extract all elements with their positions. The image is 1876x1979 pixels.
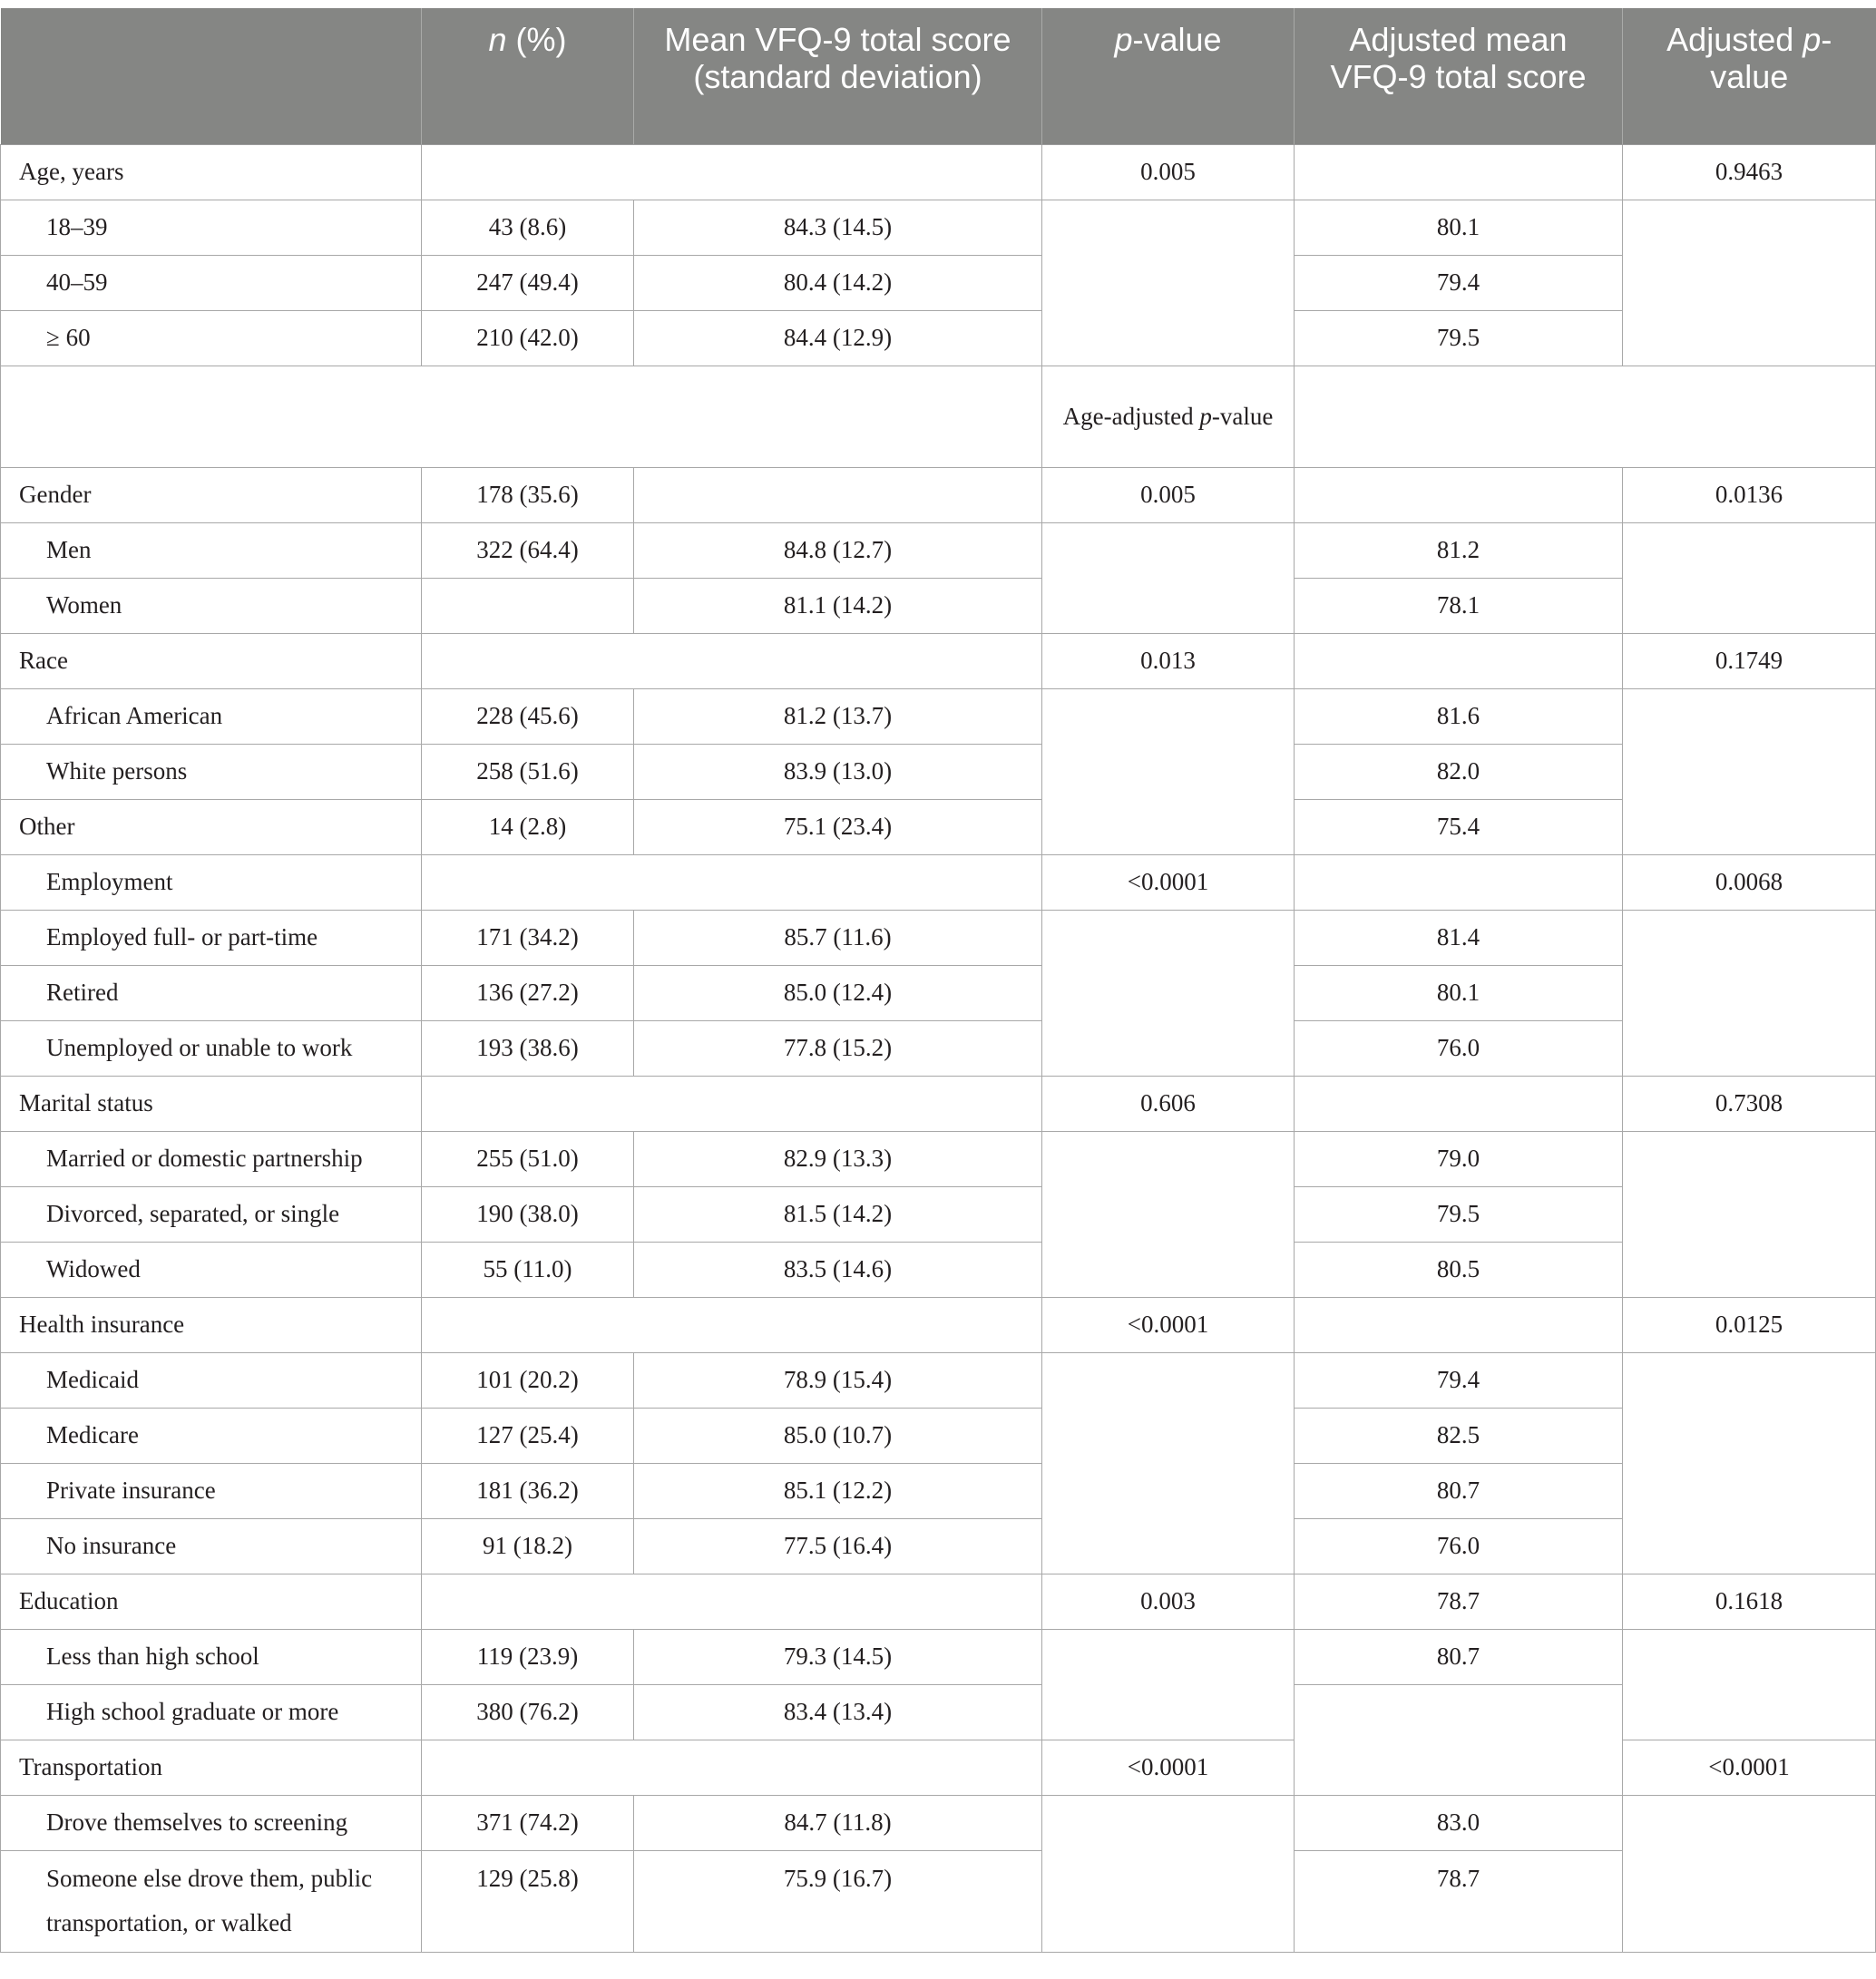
table-row [1,578,1876,633]
mean-score: 85.7 (11.6) [634,910,1042,965]
header-characteristic [1,8,422,144]
p-value: 0.005 [1042,144,1295,200]
adjusted-p-value: <0.0001 [1623,1740,1876,1795]
mean-score: 83.5 (14.6) [634,1242,1042,1297]
category-label: Marital status [1,1076,422,1131]
adjusted-mean: 79.4 [1295,1352,1623,1408]
adjusted-mean: 79.5 [1295,310,1623,366]
n-percent: 136 (27.2) [422,965,634,1020]
row-label: Medicare [1,1408,422,1463]
adjusted-mean: 79.0 [1295,1131,1623,1186]
category-label: Employment [1,854,422,910]
mean-score: 78.9 (15.4) [634,1352,1042,1408]
row-label: Divorced, separated, or single [1,1186,422,1242]
table-row [1,144,1876,200]
row-label: 40–59 [1,255,422,310]
mean-score: 79.3 (14.5) [634,1629,1042,1684]
table-row [1,310,1876,366]
table-row [1,633,1876,688]
p-value: <0.0001 [1042,854,1295,910]
adjusted-mean: 75.4 [1295,799,1623,854]
adjusted-mean: 78.7 [1295,1574,1623,1629]
p-value: <0.0001 [1042,1297,1295,1352]
table-row [1,1629,1876,1684]
n-percent: 193 (38.6) [422,1020,634,1076]
mean-score: 84.4 (12.9) [634,310,1042,366]
adjusted-mean: 78.7 [1295,1850,1623,1952]
table-row [1,200,1876,255]
row-label: 18–39 [1,200,422,255]
table-row [1,1684,1876,1740]
p-value: 0.003 [1042,1574,1295,1629]
mean-score: 77.8 (15.2) [634,1020,1042,1076]
n-percent: 101 (20.2) [422,1352,634,1408]
adjusted-p-value: 0.1749 [1623,633,1876,688]
vfq9-score-table [0,8,1876,1953]
table-row [1,1352,1876,1408]
adjusted-mean: 80.1 [1295,965,1623,1020]
mean-score: 84.7 (11.8) [634,1795,1042,1850]
header-p-value: p-value [1042,8,1295,144]
row-label: Drove themselves to screening [1,1795,422,1850]
category-label: Race [1,633,422,688]
mean-score: 83.4 (13.4) [634,1684,1042,1740]
p-value: 0.606 [1042,1076,1295,1131]
n-percent: 171 (34.2) [422,910,634,965]
mean-score: 77.5 (16.4) [634,1518,1042,1574]
n-percent: 43 (8.6) [422,200,634,255]
mean-score: 83.9 (13.0) [634,744,1042,799]
n-percent: 55 (11.0) [422,1242,634,1297]
adjusted-mean: 79.4 [1295,255,1623,310]
row-label: Women [1,578,422,633]
table-row [1,1850,1876,1952]
table-row [1,688,1876,744]
row-label: Medicaid [1,1352,422,1408]
n-percent: 129 (25.8) [422,1850,634,1952]
table-row [1,1076,1876,1131]
age-adjusted-p-value-label: Age-adjusted p-value [1042,366,1295,467]
row-label: Private insurance [1,1463,422,1518]
adjusted-mean: 78.1 [1295,578,1623,633]
mean-score: 81.2 (13.7) [634,688,1042,744]
category-label: Age, years [1,144,422,200]
adjusted-mean: 76.0 [1295,1020,1623,1076]
n-percent: 247 (49.4) [422,255,634,310]
table-row [1,1020,1876,1076]
category-label: Gender [1,467,422,522]
table-row [1,744,1876,799]
p-value: <0.0001 [1042,1740,1295,1795]
row-label: Retired [1,965,422,1020]
table-row [1,1131,1876,1186]
row-label: Unemployed or unable to work [1,1020,422,1076]
adjusted-mean: 83.0 [1295,1795,1623,1850]
adjusted-p-value: 0.1618 [1623,1574,1876,1629]
table-row [1,255,1876,310]
category-label: Health insurance [1,1297,422,1352]
row-label: Someone else drove them, public transportation, or walked [1,1850,422,1952]
row-label: Married or domestic partnership [1,1131,422,1186]
n-percent: 190 (38.0) [422,1186,634,1242]
row-label: White persons [1,744,422,799]
adjusted-mean: 81.4 [1295,910,1623,965]
n-percent: 371 (74.2) [422,1795,634,1850]
n-percent: 14 (2.8) [422,799,634,854]
adjusted-mean: 80.5 [1295,1242,1623,1297]
table-row [1,854,1876,910]
row-label: Widowed [1,1242,422,1297]
adjusted-p-value: 0.0068 [1623,854,1876,910]
row-label: Other [1,799,422,854]
adjusted-mean: 79.5 [1295,1186,1623,1242]
row-label: High school graduate or more [1,1684,422,1740]
table-row [1,1795,1876,1850]
n-percent: 178 (35.6) [422,467,634,522]
mean-score: 84.3 (14.5) [634,200,1042,255]
adjusted-p-value: 0.9463 [1623,144,1876,200]
header-n-percent: n (%) [422,8,634,144]
adjusted-mean: 81.6 [1295,688,1623,744]
table-row [1,799,1876,854]
category-label: Education [1,1574,422,1629]
mean-score: 85.0 (12.4) [634,965,1042,1020]
mean-score: 85.0 (10.7) [634,1408,1042,1463]
n-percent: 119 (23.9) [422,1629,634,1684]
adjusted-p-value: 0.0136 [1623,467,1876,522]
table-row [1,1186,1876,1242]
table-row [1,467,1876,522]
mean-score: 82.9 (13.3) [634,1131,1042,1186]
adjusted-mean: 80.7 [1295,1463,1623,1518]
mean-score: 75.9 (16.7) [634,1850,1042,1952]
table-row [1,1463,1876,1518]
row-label: No insurance [1,1518,422,1574]
adjusted-mean: 76.0 [1295,1518,1623,1574]
mean-score: 85.1 (12.2) [634,1463,1042,1518]
adjusted-mean: 80.1 [1295,200,1623,255]
adjusted-mean: 81.2 [1295,522,1623,578]
n-percent: 228 (45.6) [422,688,634,744]
table-header-row [1,8,1876,144]
table-row [1,522,1876,578]
table-row [1,965,1876,1020]
adjusted-mean: 80.7 [1295,1629,1623,1684]
table-row [1,366,1876,467]
n-percent: 210 (42.0) [422,310,634,366]
n-percent: 255 (51.0) [422,1131,634,1186]
adjusted-mean: 82.5 [1295,1408,1623,1463]
n-percent: 127 (25.4) [422,1408,634,1463]
mean-score: 81.5 (14.2) [634,1186,1042,1242]
n-percent: 380 (76.2) [422,1684,634,1740]
row-label: Men [1,522,422,578]
mean-score: 75.1 (23.4) [634,799,1042,854]
n-percent: 181 (36.2) [422,1463,634,1518]
table-row [1,1518,1876,1574]
row-label: Employed full- or part-time [1,910,422,965]
table-row [1,1574,1876,1629]
header-adjusted-p-value: Adjusted p-value [1623,8,1876,144]
mean-score: 84.8 (12.7) [634,522,1042,578]
row-label: Less than high school [1,1629,422,1684]
table-row [1,1297,1876,1352]
n-percent: 322 (64.4) [422,522,634,578]
header-mean-vfq9: Mean VFQ-9 total score (standard deviation) [634,8,1042,144]
table-row [1,1408,1876,1463]
row-label: African American [1,688,422,744]
n-percent: 258 (51.6) [422,744,634,799]
p-value: 0.005 [1042,467,1295,522]
table-row [1,910,1876,965]
row-label: ≥ 60 [1,310,422,366]
adjusted-p-value: 0.0125 [1623,1297,1876,1352]
n-percent [422,578,634,633]
n-percent: 91 (18.2) [422,1518,634,1574]
table-row [1,1242,1876,1297]
mean-score: 81.1 (14.2) [634,578,1042,633]
adjusted-mean: 82.0 [1295,744,1623,799]
adjusted-p-value: 0.7308 [1623,1076,1876,1131]
mean-score: 80.4 (14.2) [634,255,1042,310]
category-label: Transportation [1,1740,422,1795]
p-value: 0.013 [1042,633,1295,688]
header-adjusted-mean: Adjusted mean VFQ-9 total score [1295,8,1623,144]
